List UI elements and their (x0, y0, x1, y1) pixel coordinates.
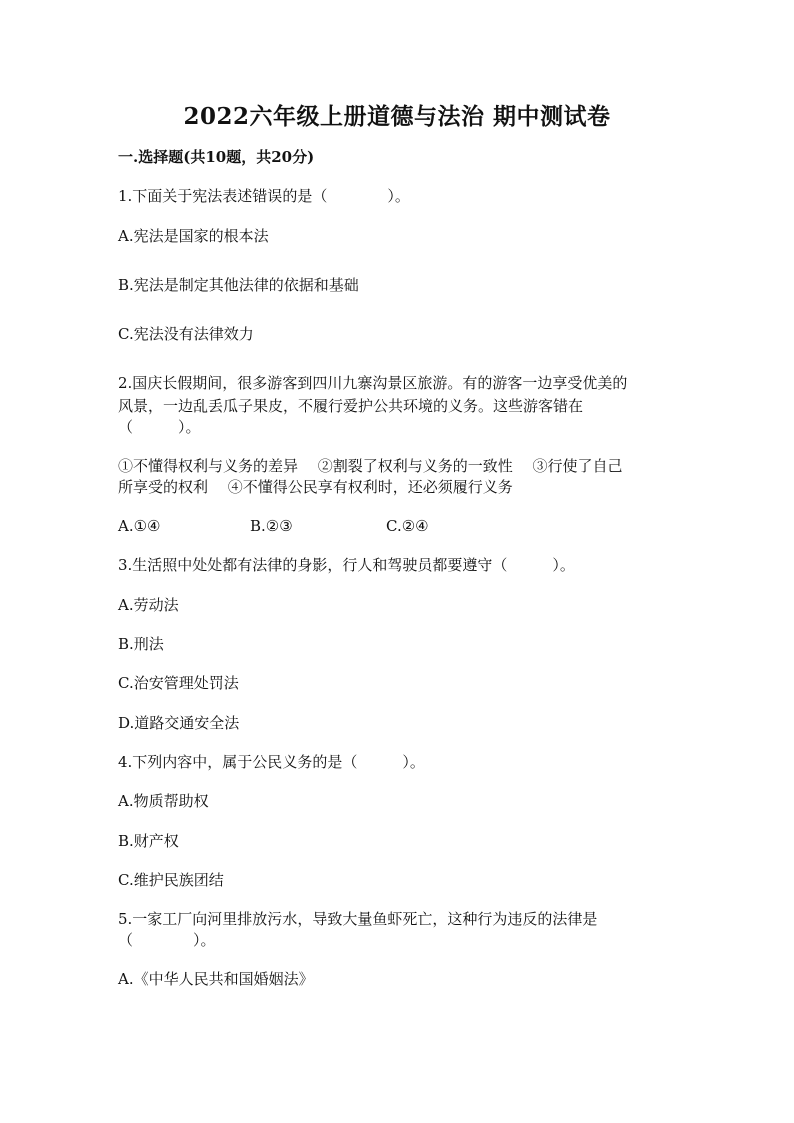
question-2-stem-line-1: 2.国庆长假期间，很多游客到四川九寨沟景区旅游。有的游客一边享受优美的 (118, 374, 628, 392)
question-2-stem-line-3: （ ）。 (118, 418, 201, 436)
question-2-items-line-2: 所享受的权利 ④不懂得公民享有权利时，还必须履行义务 (118, 478, 513, 496)
question-4-option-b: B.财产权 (118, 832, 179, 850)
question-5-stem-line-2: （ ）。 (118, 931, 216, 949)
document-title: 2022六年级上册道德与法治 期中测试卷 (183, 103, 611, 130)
question-2-options (118, 516, 429, 537)
question-2-items-line-1: ①不懂得权利与义务的差异 ②割裂了权利与义务的一致性 ③行使了自己 (118, 457, 623, 475)
question-4-option-a: A.物质帮助权 (118, 792, 209, 810)
question-1-option-a: A.宪法是国家的根本法 (118, 227, 269, 245)
question-3-option-b: B.刑法 (118, 635, 164, 653)
question-2-option-a: A.①④ (118, 517, 161, 535)
question-1-option-b: B.宪法是制定其他法律的依据和基础 (118, 276, 359, 294)
question-2-stem-line-2: 风景，一边乱丢瓜子果皮，不履行爱护公共环境的义务。这些游客错在 (118, 397, 584, 415)
question-3-stem: 3.生活照中处处都有法律的身影，行人和驾驶员都要遵守（ ）。 (118, 556, 575, 574)
question-4-option-c: C.维护民族团结 (118, 871, 224, 889)
question-5-option-a: A.《中华人民共和国婚姻法》 (118, 970, 314, 988)
question-2-option-b: B.②③ (250, 517, 293, 535)
question-3-option-a: A.劳动法 (118, 596, 179, 614)
question-1-stem: 1.下面关于宪法表述错误的是（ ）。 (118, 187, 410, 205)
section-heading: 一.选择题(共10题，共20分) (118, 148, 315, 166)
question-2-option-c: C.②④ (386, 517, 429, 535)
question-1-option-c: C.宪法没有法律效力 (118, 325, 254, 343)
question-5-stem-line-1: 5.一家工厂向河里排放污水，导致大量鱼虾死亡，这种行为违反的法律是 (118, 910, 598, 928)
question-4-stem: 4.下列内容中，属于公民义务的是（ ）。 (118, 753, 425, 771)
question-3-option-c: C.治安管理处罚法 (118, 674, 239, 692)
question-3-option-d: D.道路交通安全法 (118, 714, 240, 732)
